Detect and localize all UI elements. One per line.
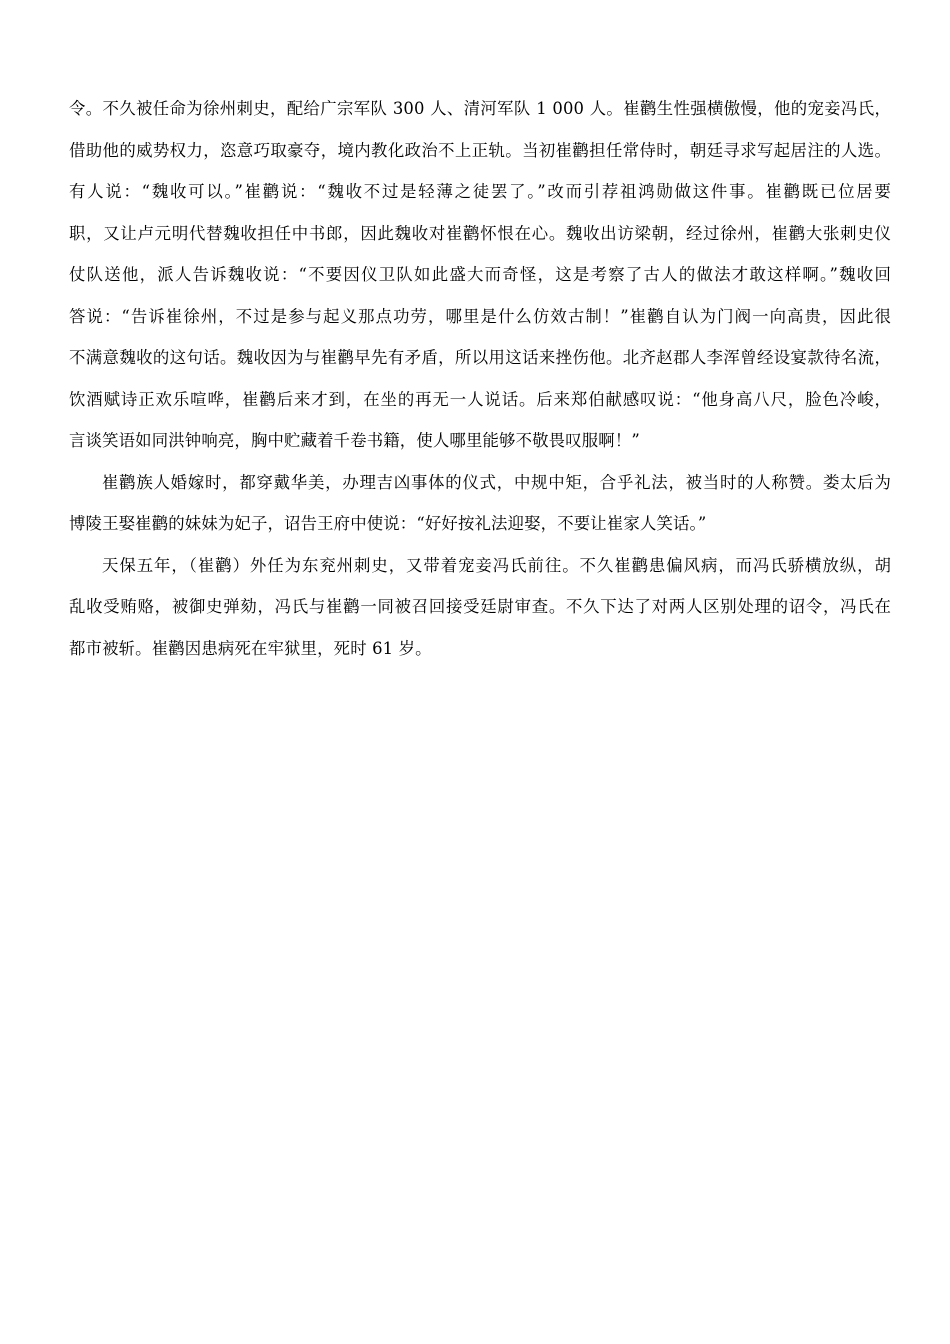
text-line: 借助他的威势权力，恣意巧取豪夺，境内教化政治不上正轨。当初崔鹳担任常侍时，朝廷寻求写起居注的人选。 [69, 140, 891, 160]
text-line: 天保五年，（崔鹳）外任为东兖州刺史，又带着宠妾冯氏前往。不久崔鹳患偏风病，而冯氏骄横放纵，胡 [102, 555, 891, 575]
text-line: 令。不久被任命为徐州刺史，配给广宗军队 300 人、清河军队 1 000 人。崔鹳生性强横傲慢，他的宠妾冯氏， [69, 99, 891, 118]
text-line: 有人说：“魏收可以。”崔鹳说：“魏收不过是轻薄之徒罢了。”改而引荐祖鸿勋做这件事。崔鹳既已位居要 [69, 182, 891, 201]
document-page [69, 94, 891, 675]
text-line: 仗队送他，派人告诉魏收说：“不要因仪卫队如此盛大而奇怪，这是考察了古人的做法才敢这样啊。”魏收回 [69, 265, 891, 284]
text-line: 都市被斩。崔鹳因患病死在牢狱里，死时 61 岁。 [69, 638, 432, 658]
text-line: 答说：“告诉崔徐州，不过是参与起义那点功劳，哪里是什么仿效古制！”崔鹳自认为门阀一向高贵，因此很 [69, 306, 891, 326]
text-line: 崔鹳族人婚嫁时，都穿戴华美，办理吉凶事体的仪式，中规中矩，合乎礼法，被当时的人称赞。娄太后为 [102, 472, 891, 492]
paragraph-1 [69, 94, 891, 468]
text-line: 饮酒赋诗正欢乐喧哗，崔鹳后来才到，在坐的再无一人说话。后来郑伯献感叹说：“他身高八尺，脸色冷峻， [69, 389, 891, 409]
text-line: 言谈笑语如同洪钟响亮，胸中贮藏着千卷书籍，使人哪里能够不敬畏叹服啊！” [69, 431, 640, 450]
paragraph-2 [69, 468, 891, 551]
text-line: 博陵王娶崔鹳的妹妹为妃子，诏告王府中使说：“好好按礼法迎娶，不要让崔家人笑话。” [69, 514, 707, 533]
text-line: 不满意魏收的这句话。魏收因为与崔鹳早先有矛盾，所以用这话来挫伤他。北齐赵郡人李浑曾经设宴款待名流， [69, 348, 891, 367]
text-line: 乱收受贿赂，被御史弹劾，冯氏与崔鹳一同被召回接受廷尉审查。不久下达了对两人区别处理的诏令，冯氏在 [69, 597, 891, 616]
paragraph-3 [69, 551, 891, 676]
text-line: 职，又让卢元明代替魏收担任中书郎，因此魏收对崔鹳怀恨在心。魏收出访梁朝，经过徐州，崔鹳大张刺史仪 [69, 223, 891, 243]
